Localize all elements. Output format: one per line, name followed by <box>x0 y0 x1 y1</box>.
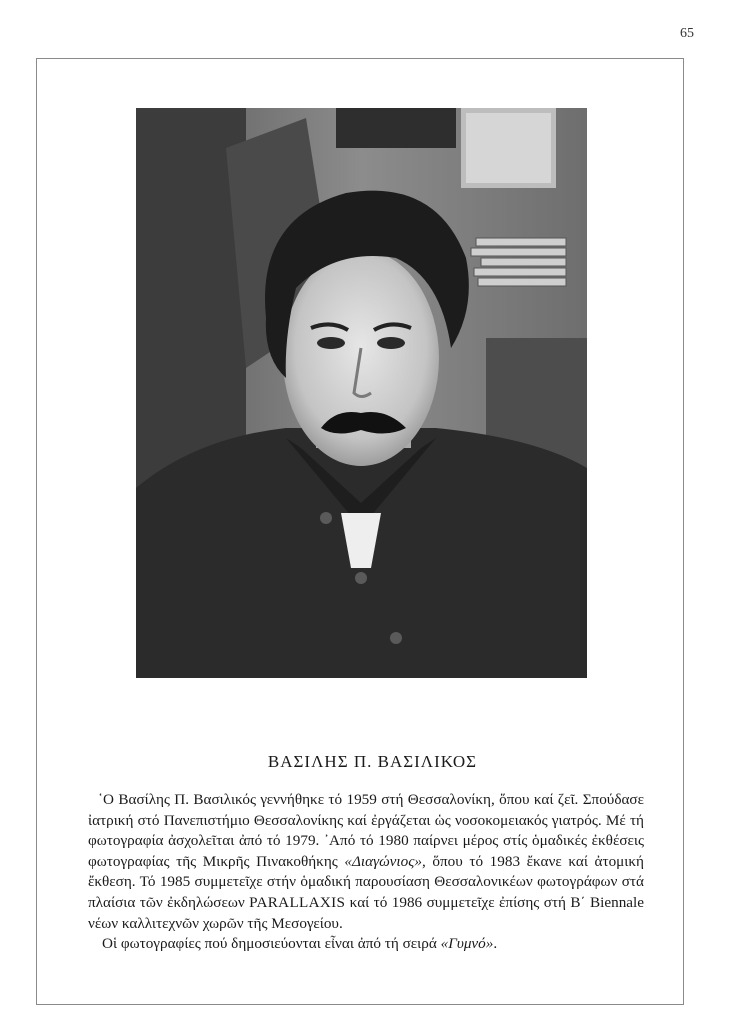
photographer-name-heading: ΒΑΣΙΛΗΣ Π. ΒΑΣΙΛΙΚΟΣ <box>267 752 478 771</box>
biography-paragraph-2: Οἱ φωτογραφίες πού δημοσιεύονται εἶναι ἀπό τή σειρά «Γυμνό». <box>102 935 498 953</box>
biography-text <box>88 790 644 955</box>
portrait-photo <box>136 108 587 678</box>
event-name: PARALLAXIS <box>249 893 346 911</box>
biography-paragraph-1: ῾Ο Βασίλης Π. Βασιλικός γεννήθηκε τό 1959 στή Θεσσαλονίκη, ὅπου καί ζεῖ. Σπούδασε ἰατρική στό Πανεπιστήμιο Θεσσαλονίκης καί ἐργάζεται ὡς νοσοκομειακός γιατρός. Μέ τή φωτογραφία ἀσχολεῖται ἀπό τό 1979. ᾿Από τό 1980 παίρνει μέρος στίς ὁμαδικές ἐκθέσεις φωτογραφίας τῆς Μικρῆς Πινακοθήκης «Διαγώνιος», ὅπου τό 1983 ἔκανε καί ἀτομική ἔκθεση. Τό 1985 συμμετεῖχε στήν ὁμαδική παρουσίαση Θεσσαλονικέων φωτογράφων στά πλαίσια τῶν ἐκδηλώσεων PARALLAXIS καί τό 1986 συμμετεῖχε ἐπίσης στή Β΄ Biennale νέων καλλιτεχνῶν χωρῶν τῆς Μεσογείου. <box>88 791 644 932</box>
gallery-name: «Διαγώνιος» <box>344 852 422 870</box>
series-name: «Γυμνό» <box>440 935 494 953</box>
page-number: 65 <box>680 26 694 41</box>
